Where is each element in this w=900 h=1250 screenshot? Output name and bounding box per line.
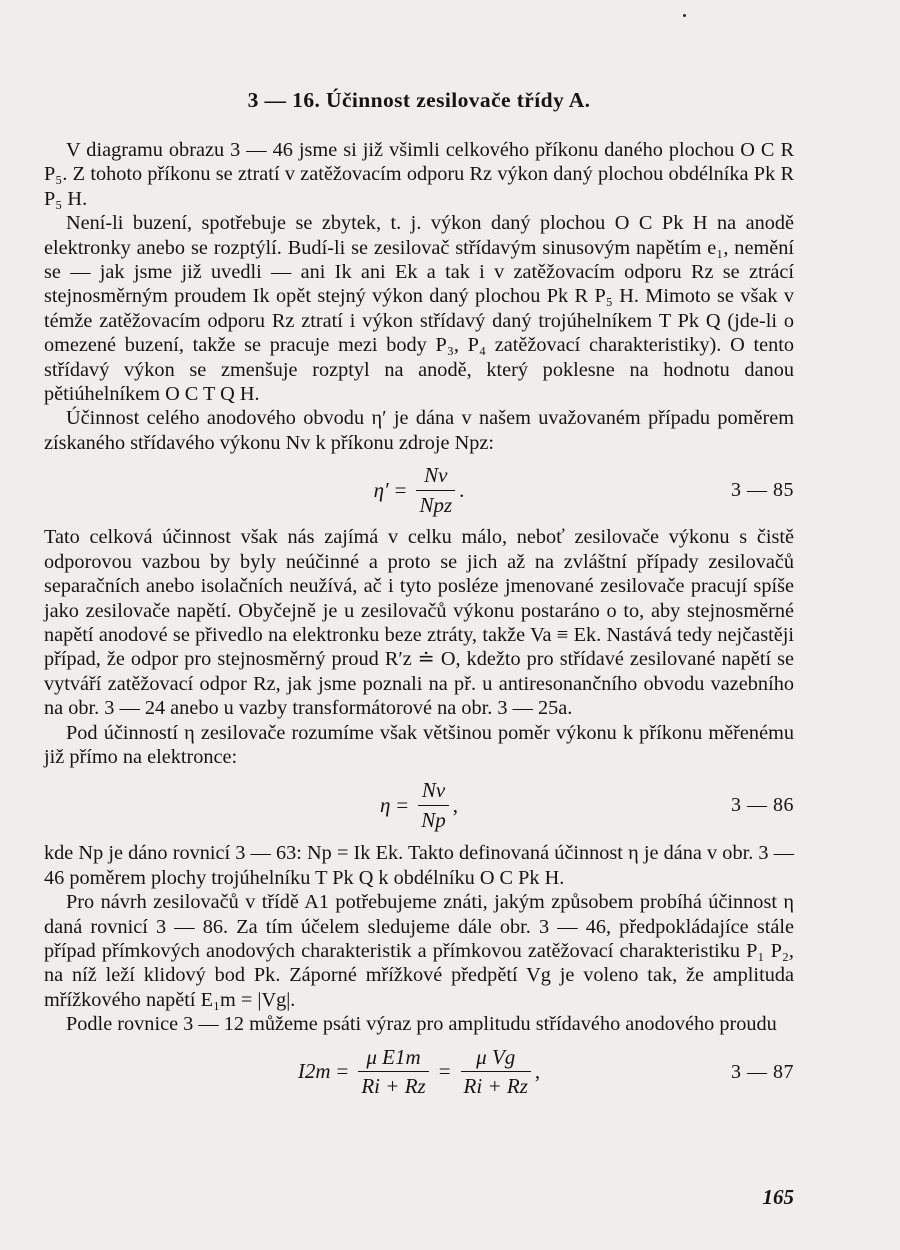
- equation-fraction: [418, 778, 449, 832]
- equation-3-86: [44, 769, 794, 841]
- page-number: 165: [762, 1185, 794, 1209]
- paragraph: Tato celková účinnost však nás zajímá v celku málo, neboť zesilovače výkonu s čistě odporovou vazbou by byly neúčinné a proto se jich až na zvláštní případy zesilovačů separačních anebo isolačních neužívá, ač i tyto posléze jmenované zesilovače pracují spíše jako zesilovače napětí. Obyčejně je u zesilovačů výkonu postaráno o to, aby stejnosměrné napětí anodové se přivedlo na elektronku beze ztráty, takže Va ≡ Ek. Nastává tedy nejčastěji případ, že odpor pro stejnosměrný proud R′z ≐ O, kdežto pro střídavé zesilované napětí se vytváří zatěžovací odpor Rz, jak jsme poznali na př. u antiresonančního obvodu vazebního na obr. 3 — 24 anebo u vazby transformátorové na obr. 3 — 25a.: [44, 526, 794, 720]
- equation-3-87: [44, 1037, 794, 1107]
- paragraph: Není-li buzení, spotřebuje se zbytek, t. j. výkon daný plochou O C Pk H na anodě elektronky anebo se rozptýlí. Budí-li se zesilovač střídavým sinusovým napětím e₁, nemění se — jak jsme již uvedli — ani Ik ani Ek a tak i v zatěžovacím odporu Rz se ztrácí stejnosměrným proudem Ik opět stejný výkon daný plochou Pk R P₅ H. Mimoto se však v témže zatěžovacím odporu Rz ztratí i výkon střídavý daný trojúhelníkem T Pk Q (jde-li o omezené buzení, takže se pracuje mezi body P₃, P₄ zatěžovací charakteristiky). O tento střídavý výkon se zmenšuje rozptyl na anodě, který poklesne na hodnotu danou pětiúhelníkem O C T Q H.: [44, 212, 794, 406]
- fraction-denominator: Ri + Rz: [461, 1071, 531, 1098]
- equation-lhs: η′: [373, 478, 389, 503]
- equation-punctuation: ,: [534, 1059, 541, 1084]
- equation-3-85: [44, 455, 794, 525]
- fraction-denominator: Np: [418, 805, 449, 832]
- paragraph: V diagramu obrazu 3 — 46 jsme si již všimli celkového příkonu daného plochou O C R P₅. Z tohoto příkonu se ztratí v zatěžovacím odporu Rz výkon daný plochou obdélníka Pk R P₅ H.: [44, 139, 794, 210]
- fraction-denominator: Ri + Rz: [358, 1071, 428, 1098]
- paragraph: Pod účinností η zesilovače rozumíme však většinou poměr výkonu k příkonu měřenému již přímo na elektronce:: [44, 721, 794, 768]
- equation-equals: =: [336, 1059, 349, 1084]
- equation-fraction: [461, 1045, 531, 1099]
- equation-equals: =: [396, 793, 409, 818]
- fraction-numerator: μ Vg: [476, 1044, 516, 1069]
- document-page: [44, 0, 794, 1250]
- fraction-numerator: Nv: [424, 463, 448, 488]
- fraction-numerator: Nv: [421, 778, 446, 803]
- equation-number: 3 — 87: [731, 1060, 794, 1083]
- paragraph: kde Np je dáno rovnicí 3 — 63: Np = Ik Ek. Takto definovaná účinnost η je dána v obr. 3 — 46 poměrem plochy trojúhelníku T Pk Q k obdélníku O C Pk H.: [44, 842, 794, 889]
- equation-fraction: [358, 1045, 428, 1099]
- equation-punctuation: .: [459, 478, 465, 503]
- equation-equals: =: [394, 478, 407, 503]
- section-heading: 3 — 16. Účinnost zesilovače třídy A.: [247, 88, 591, 112]
- document-body: [44, 138, 794, 1107]
- paragraph: Pro návrh zesilovačů v třídě A1 potřebujeme znáti, jakým způsobem probíhá účinnost η daná rovnicí 3 — 86. Za tím účelem sledujeme dále obr. 3 — 46, předpokládajíce stále případ přímkových anodových charakteristik a přímkovou zatěžovací charakteristiku P₁ P₂, na níž leží klidový bod Pk. Záporné mřížkové předpětí Vg je voleno tak, že amplituda mřížkového napětí E₁m = |Vg|.: [44, 891, 794, 1011]
- equation-fraction: [416, 463, 455, 517]
- equation-punctuation: ,: [452, 793, 459, 818]
- fraction-numerator: μ E1m: [366, 1044, 421, 1069]
- paragraph: Účinnost celého anodového obvodu η′ je dána v našem uvažovaném případu poměrem získaného střídavého výkonu Nv k příkonu zdroje Npz:: [44, 407, 794, 454]
- equation-equals: =: [438, 1059, 451, 1084]
- equation-lhs: η: [379, 793, 391, 818]
- equation-number: 3 — 85: [731, 479, 794, 502]
- equation-number: 3 — 86: [731, 794, 794, 817]
- paragraph: Podle rovnice 3 — 12 můžeme psáti výraz pro amplitudu střídavého anodového proudu: [66, 1013, 777, 1036]
- equation-lhs: I2m: [297, 1059, 331, 1084]
- fraction-denominator: Npz: [416, 490, 455, 517]
